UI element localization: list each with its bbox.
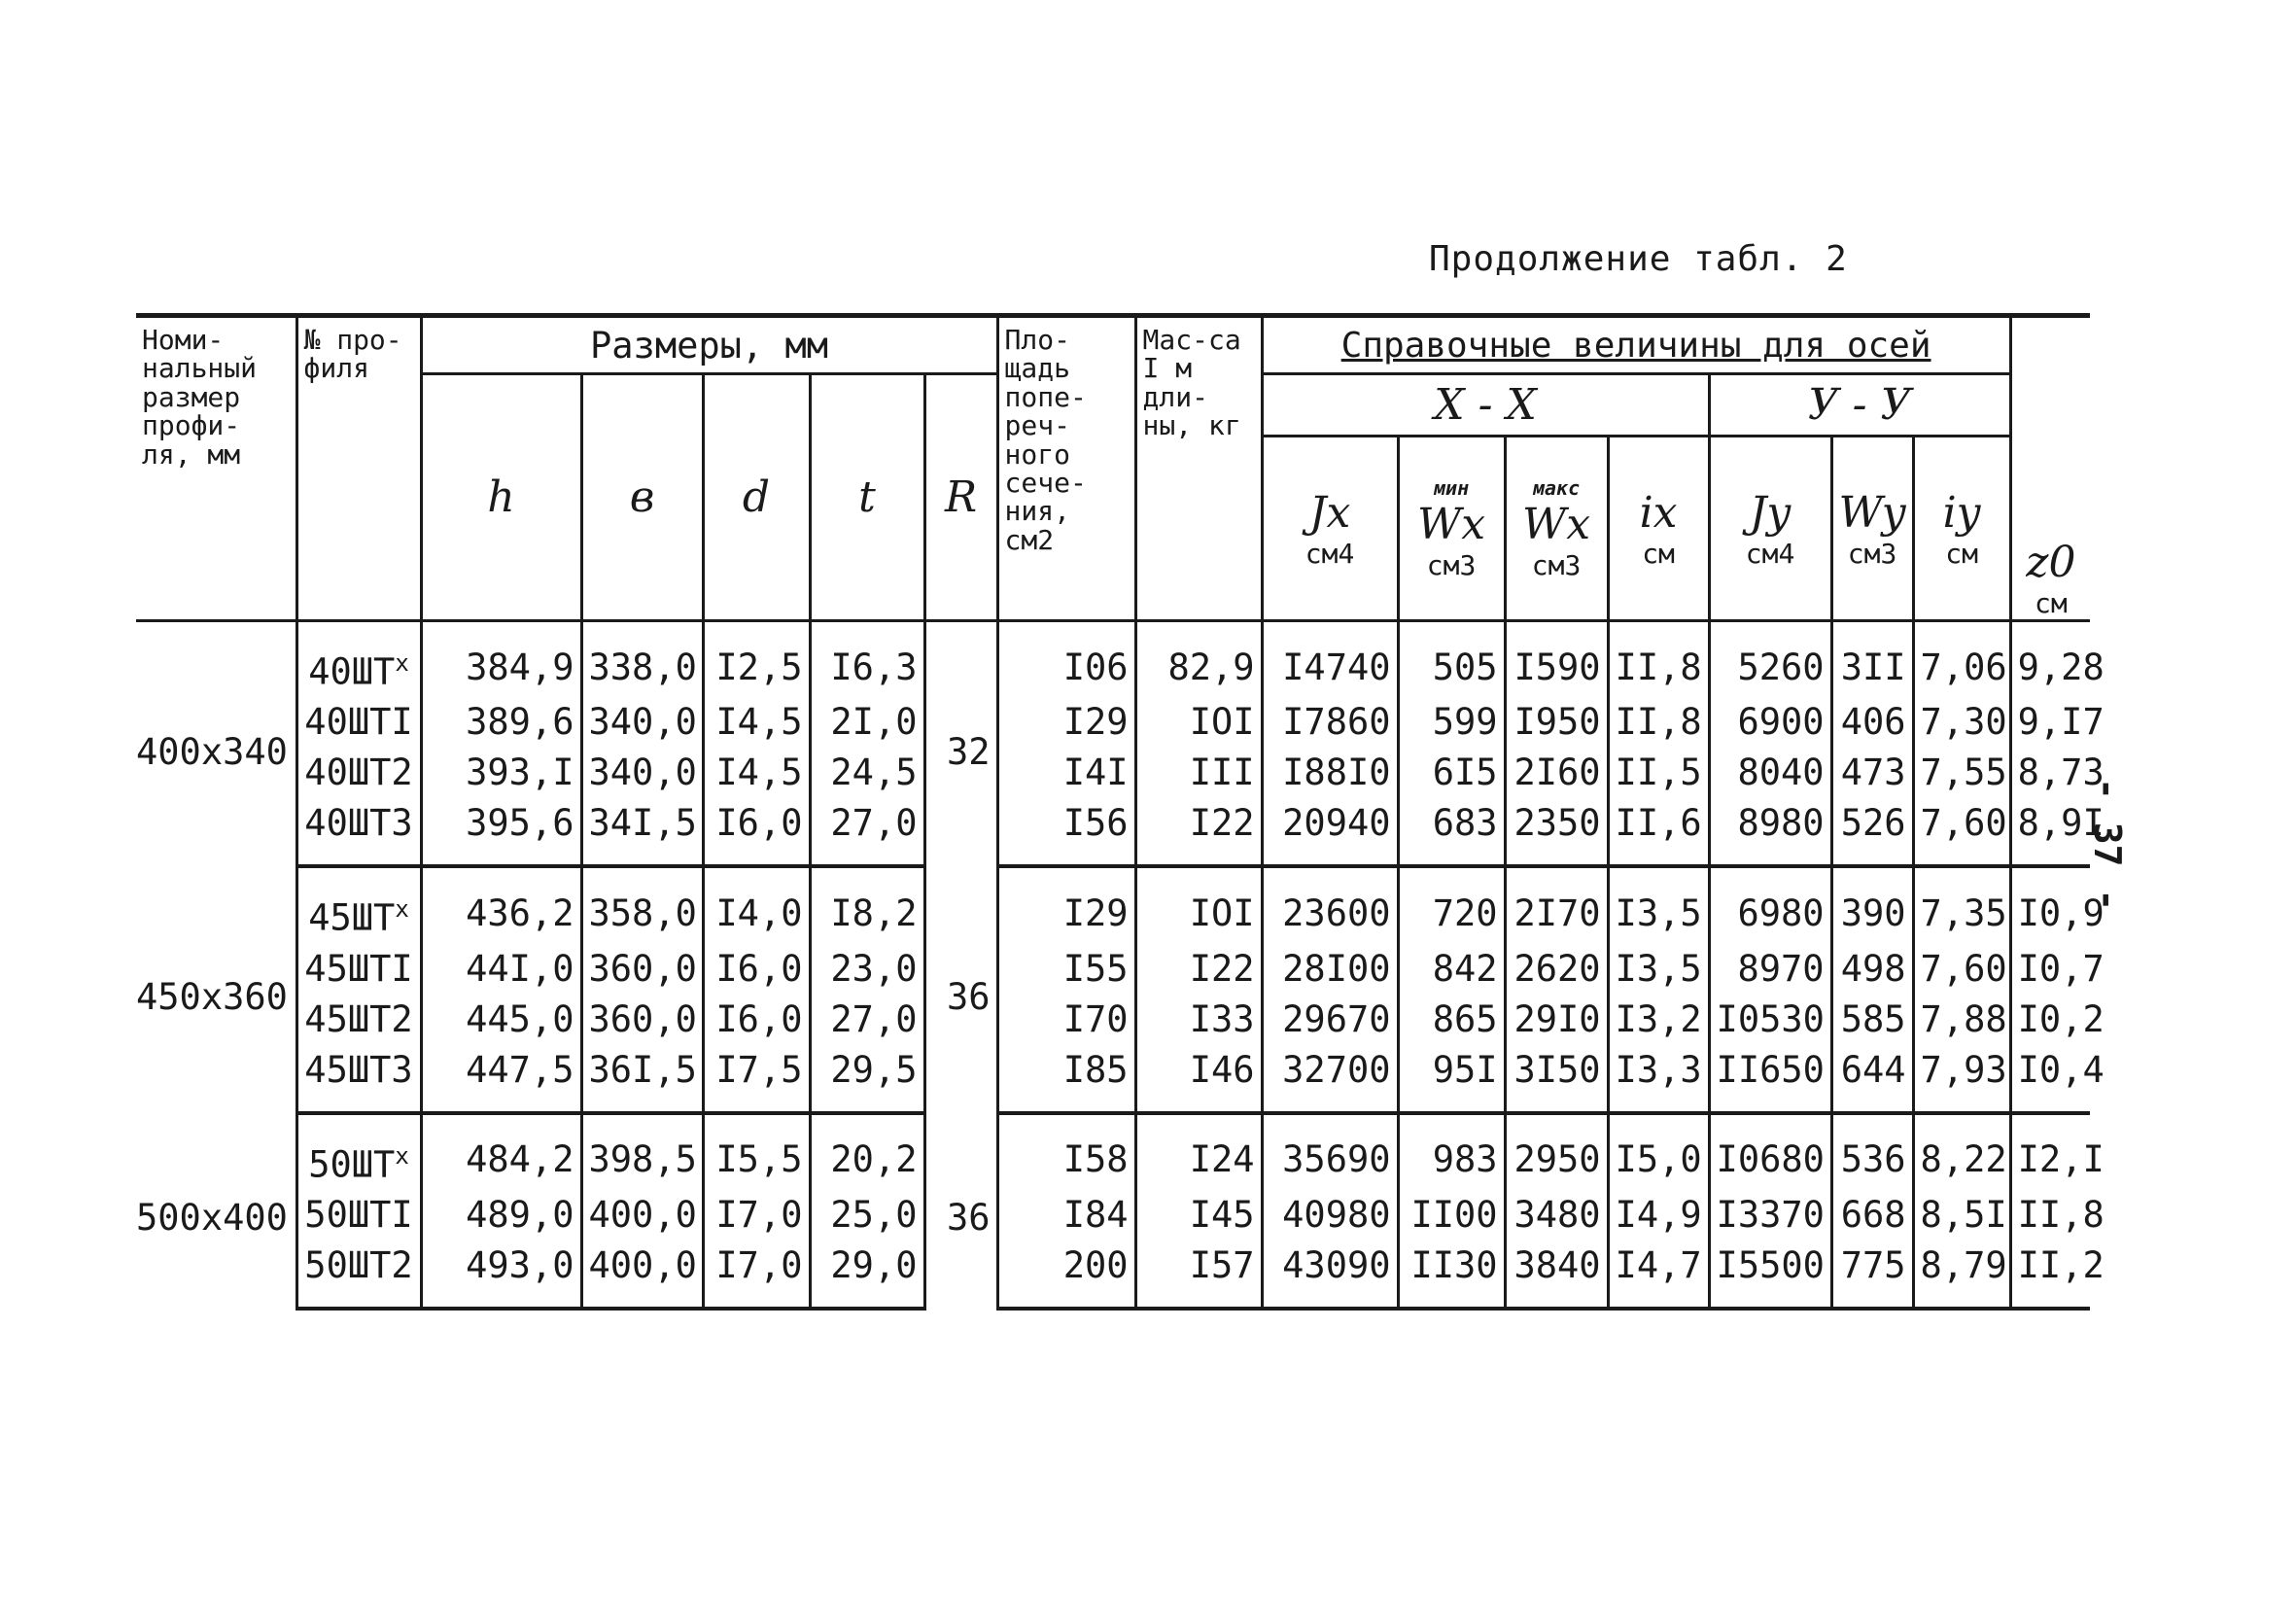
cell-Wx_min: 599 [1398, 697, 1505, 748]
cell-h: 447,5 [421, 1045, 581, 1113]
cell-mass: III [1135, 748, 1262, 798]
header-profile: № про-филя [296, 316, 421, 621]
cell-area: I56 [997, 798, 1135, 866]
cell-area: I70 [997, 995, 1135, 1045]
cell-t: 2I,0 [810, 697, 924, 748]
cell-b: 36I,5 [581, 1045, 703, 1113]
cell-t: 24,5 [810, 748, 924, 798]
profile-cell [296, 944, 421, 995]
profile-cell [296, 798, 421, 866]
cell-mass: IOI [1135, 866, 1262, 943]
cell-h: 389,6 [421, 697, 581, 748]
cell-Wx_min: 720 [1398, 866, 1505, 943]
cell-R: 32 [924, 621, 997, 867]
cell-Wy: 473 [1831, 748, 1913, 798]
header-Wy: Wy см3 [1831, 437, 1913, 621]
cell-d: I2,5 [703, 621, 810, 698]
cell-Wx_min: 983 [1398, 1113, 1505, 1190]
cell-iy: 7,93 [1913, 1045, 2010, 1113]
cell-t: I8,2 [810, 866, 924, 943]
cell-t: 25,0 [810, 1190, 924, 1241]
profile-label: 50ШТ2 [304, 1243, 413, 1286]
cell-Jx: 20940 [1262, 798, 1398, 866]
profile-label: 45ШТ3 [304, 1048, 413, 1091]
profile-label: 45ШТ2 [304, 997, 413, 1040]
cell-b: 340,0 [581, 697, 703, 748]
cell-Jx: 32700 [1262, 1045, 1398, 1113]
header-Wx-min: мин Wx см3 [1398, 437, 1505, 621]
cell-d: I6,0 [703, 798, 810, 866]
cell-Wx_max: 3I50 [1505, 1045, 1608, 1113]
cell-Jy: 6980 [1709, 866, 1831, 943]
profile-mark: x [395, 649, 409, 677]
cell-Wx_max: 2350 [1505, 798, 1608, 866]
cell-area: I84 [997, 1190, 1135, 1241]
cell-ix: I3,3 [1608, 1045, 1709, 1113]
cell-Wx_min: 6I5 [1398, 748, 1505, 798]
cell-Wx_min: 865 [1398, 995, 1505, 1045]
cell-iy: 7,60 [1913, 944, 2010, 995]
cell-t: 20,2 [810, 1113, 924, 1190]
cell-d: I4,5 [703, 748, 810, 798]
profile-mark: x [395, 1141, 409, 1170]
cell-Jx: 28I00 [1262, 944, 1398, 995]
cell-Wx_min: II00 [1398, 1190, 1505, 1241]
cell-ix: I5,0 [1608, 1113, 1709, 1190]
header-h: h [421, 374, 581, 621]
header-area: Пло-щадь попе-реч-ного сече-ния, см2 [997, 316, 1135, 621]
cell-Wx_max: 2950 [1505, 1113, 1608, 1190]
cell-Wy: 498 [1831, 944, 1913, 995]
cell-Wx_max: 3840 [1505, 1241, 1608, 1309]
header-ix: ix см [1608, 437, 1709, 621]
cell-z0: 9,I7 [2010, 697, 2090, 748]
header-reference: Справочные величины для осей [1262, 316, 2010, 374]
header-b: в [581, 374, 703, 621]
profile-cell [296, 748, 421, 798]
cell-Jx: I4740 [1262, 621, 1398, 698]
cell-mass: I22 [1135, 798, 1262, 866]
nominal-size-cell: 500x400 [136, 1113, 296, 1309]
table-row [136, 798, 2090, 866]
cell-Wx_max: 29I0 [1505, 995, 1608, 1045]
table-row [136, 1045, 2090, 1113]
cell-Wx_max: 2I60 [1505, 748, 1608, 798]
cell-Jy: 5260 [1709, 621, 1831, 698]
cell-z0: II,8 [2010, 1190, 2090, 1241]
cell-Wx_min: 683 [1398, 798, 1505, 866]
profile-label: 40ШТ [308, 650, 396, 693]
cell-Jy: 8980 [1709, 798, 1831, 866]
cell-Wy: 775 [1831, 1241, 1913, 1309]
cell-area: I58 [997, 1113, 1135, 1190]
cell-d: I7,5 [703, 1045, 810, 1113]
table-row [136, 944, 2090, 995]
profile-cell [296, 1113, 421, 1190]
cell-Wy: 644 [1831, 1045, 1913, 1113]
cell-mass: I45 [1135, 1190, 1262, 1241]
cell-h: 484,2 [421, 1113, 581, 1190]
header-nominal: Номи-нальный размер профи-ля, мм [136, 316, 296, 621]
cell-b: 358,0 [581, 866, 703, 943]
cell-ix: I3,2 [1608, 995, 1709, 1045]
cell-ix: I4,9 [1608, 1190, 1709, 1241]
cell-Jy: I3370 [1709, 1190, 1831, 1241]
cell-h: 44I,0 [421, 944, 581, 995]
cell-Jx: 43090 [1262, 1241, 1398, 1309]
header-dimensions: Размеры, мм [421, 316, 997, 374]
cell-h: 445,0 [421, 995, 581, 1045]
cell-z0: I2,I [2010, 1113, 2090, 1190]
cell-t: 27,0 [810, 995, 924, 1045]
header-Jy: Jy см4 [1709, 437, 1831, 621]
cell-ix: II,6 [1608, 798, 1709, 866]
nominal-size-cell: 450x360 [136, 866, 296, 1112]
profile-mark: x [395, 895, 409, 924]
cell-R: 36 [924, 866, 997, 1112]
cell-Jy: II650 [1709, 1045, 1831, 1113]
cell-b: 398,5 [581, 1113, 703, 1190]
cell-Wx_min: 842 [1398, 944, 1505, 995]
header-Jx: Jx см4 [1262, 437, 1398, 621]
header-iy: iy см [1913, 437, 2010, 621]
z0-unit: см [2035, 587, 2068, 619]
cell-Wx_min: 505 [1398, 621, 1505, 698]
profile-cell [296, 866, 421, 943]
page-number: - 37 - [2086, 778, 2129, 912]
profile-label: 40ШТ3 [304, 802, 413, 845]
cell-mass: I24 [1135, 1113, 1262, 1190]
header-d: d [703, 374, 810, 621]
cell-ix: II,8 [1608, 621, 1709, 698]
profile-cell [296, 1241, 421, 1309]
table-row [136, 748, 2090, 798]
cell-ix: II,8 [1608, 697, 1709, 748]
cell-t: 23,0 [810, 944, 924, 995]
header-axis-y: У - У [1709, 374, 2010, 437]
cell-ix: I3,5 [1608, 944, 1709, 995]
cell-b: 338,0 [581, 621, 703, 698]
cell-d: I7,0 [703, 1190, 810, 1241]
cell-ix: I3,5 [1608, 866, 1709, 943]
cell-Wx_max: I590 [1505, 621, 1608, 698]
cell-h: 436,2 [421, 866, 581, 943]
profile-label: 50ШТ [308, 1142, 396, 1185]
profile-cell [296, 995, 421, 1045]
cell-Wy: 3II [1831, 621, 1913, 698]
cell-h: 493,0 [421, 1241, 581, 1309]
cell-b: 360,0 [581, 944, 703, 995]
cell-mass: I22 [1135, 944, 1262, 995]
cell-area: I85 [997, 1045, 1135, 1113]
profile-cell [296, 697, 421, 748]
cell-Wx_min: II30 [1398, 1241, 1505, 1309]
cell-ix: I4,7 [1608, 1241, 1709, 1309]
cell-z0: I0,2 [2010, 995, 2090, 1045]
cell-d: I7,0 [703, 1241, 810, 1309]
cell-iy: 7,88 [1913, 995, 2010, 1045]
cell-iy: 7,30 [1913, 697, 2010, 748]
cell-d: I5,5 [703, 1113, 810, 1190]
steel-profile-table [136, 313, 2105, 1311]
cell-mass: I57 [1135, 1241, 1262, 1309]
z0-symbol: z0 [2026, 538, 2076, 587]
cell-z0: I0,9 [2010, 866, 2090, 943]
cell-iy: 7,60 [1913, 798, 2010, 866]
cell-Jx: 35690 [1262, 1113, 1398, 1190]
cell-d: I6,0 [703, 944, 810, 995]
cell-t: 29,0 [810, 1241, 924, 1309]
cell-h: 489,0 [421, 1190, 581, 1241]
cell-ix: II,5 [1608, 748, 1709, 798]
cell-Wy: 536 [1831, 1113, 1913, 1190]
cell-z0: 9,28 [2010, 621, 2090, 698]
cell-z0: I0,4 [2010, 1045, 2090, 1113]
cell-mass: I33 [1135, 995, 1262, 1045]
cell-h: 393,I [421, 748, 581, 798]
header-Wx-max: макс Wx см3 [1505, 437, 1608, 621]
cell-h: 384,9 [421, 621, 581, 698]
cell-d: I6,0 [703, 995, 810, 1045]
cell-d: I4,0 [703, 866, 810, 943]
cell-Jx: 23600 [1262, 866, 1398, 943]
cell-Wx_max: 2620 [1505, 944, 1608, 995]
profile-label: 50ШТI [304, 1193, 413, 1236]
table-row [136, 621, 2090, 698]
nominal-size-cell: 400x340 [136, 621, 296, 867]
cell-area: I4I [997, 748, 1135, 798]
cell-R: 36 [924, 1113, 997, 1309]
table-row [136, 1190, 2090, 1241]
cell-b: 400,0 [581, 1190, 703, 1241]
cell-iy: 7,35 [1913, 866, 2010, 943]
cell-Jy: 8970 [1709, 944, 1831, 995]
cell-Wy: 668 [1831, 1190, 1913, 1241]
profile-label: 45ШТ [308, 896, 396, 939]
cell-area: I06 [997, 621, 1135, 698]
cell-t: I6,3 [810, 621, 924, 698]
cell-Jx: 40980 [1262, 1190, 1398, 1241]
cell-Wy: 585 [1831, 995, 1913, 1045]
table-row [136, 995, 2090, 1045]
cell-Jy: 6900 [1709, 697, 1831, 748]
cell-t: 27,0 [810, 798, 924, 866]
profile-cell [296, 1190, 421, 1241]
cell-Jx: I88I0 [1262, 748, 1398, 798]
table-row [136, 1241, 2090, 1309]
cell-iy: 8,22 [1913, 1113, 2010, 1190]
cell-z0: II,2 [2010, 1241, 2090, 1309]
header-z0 [2010, 316, 2090, 621]
cell-z0: 8,73 [2010, 748, 2090, 798]
profile-label: 40ШТ2 [304, 752, 413, 794]
cell-iy: 7,06 [1913, 621, 2010, 698]
table-row [136, 1113, 2090, 1190]
cell-b: 34I,5 [581, 798, 703, 866]
cell-b: 400,0 [581, 1241, 703, 1309]
cell-Jx: 29670 [1262, 995, 1398, 1045]
cell-Wy: 526 [1831, 798, 1913, 866]
cell-Jy: I5500 [1709, 1241, 1831, 1309]
table-row [136, 697, 2090, 748]
header-axis-x: X - X [1262, 374, 1709, 437]
profile-label: 45ШТI [304, 947, 413, 990]
cell-Wx_max: I950 [1505, 697, 1608, 748]
table-row [136, 866, 2090, 943]
cell-z0: 8,9I [2010, 798, 2090, 866]
header-mass: Мас-са I м дли-ны, кг [1135, 316, 1262, 621]
cell-Wx_max: 3480 [1505, 1190, 1608, 1241]
cell-Jy: I0680 [1709, 1113, 1831, 1190]
cell-Wx_min: 95I [1398, 1045, 1505, 1113]
cell-Jx: I7860 [1262, 697, 1398, 748]
cell-iy: 8,5I [1913, 1190, 2010, 1241]
profile-cell [296, 1045, 421, 1113]
cell-b: 360,0 [581, 995, 703, 1045]
cell-Wy: 406 [1831, 697, 1913, 748]
cell-b: 340,0 [581, 748, 703, 798]
cell-Jy: 8040 [1709, 748, 1831, 798]
cell-area: I29 [997, 697, 1135, 748]
cell-mass: IOI [1135, 697, 1262, 748]
cell-Wy: 390 [1831, 866, 1913, 943]
cell-t: 29,5 [810, 1045, 924, 1113]
cell-mass: 82,9 [1135, 621, 1262, 698]
header-t: t [810, 374, 924, 621]
cell-area: I55 [997, 944, 1135, 995]
profile-cell [296, 621, 421, 698]
cell-Wx_max: 2I70 [1505, 866, 1608, 943]
cell-h: 395,6 [421, 798, 581, 866]
cell-iy: 8,79 [1913, 1241, 2010, 1309]
cell-d: I4,5 [703, 697, 810, 748]
cell-Jy: I0530 [1709, 995, 1831, 1045]
profile-label: 40ШТI [304, 701, 413, 744]
cell-area: 200 [997, 1241, 1135, 1309]
cell-iy: 7,55 [1913, 748, 2010, 798]
cell-mass: I46 [1135, 1045, 1262, 1113]
cell-area: I29 [997, 866, 1135, 943]
header-R: R [924, 374, 997, 621]
table-body [136, 621, 2105, 1309]
cell-z0: I0,7 [2010, 944, 2090, 995]
continuation-title: Продолжение табл. 2 [1429, 239, 1848, 279]
